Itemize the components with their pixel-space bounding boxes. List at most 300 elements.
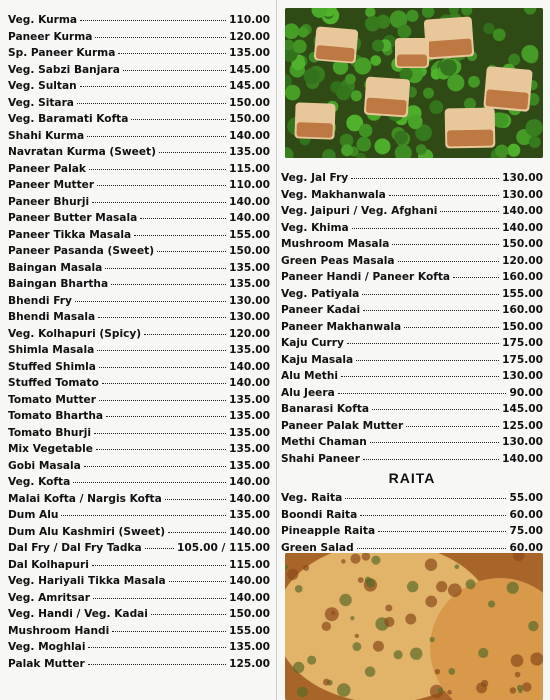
char-spot <box>481 680 488 687</box>
menu-item-row <box>281 269 543 286</box>
menu-item-name: Dal Fry / Dal Fry Tadka <box>8 542 142 554</box>
menu-item-name: Dum Alu <box>8 509 59 521</box>
menu-item-row <box>8 12 270 29</box>
menu-item-price: 130.00 <box>502 172 543 184</box>
menu-item-name: Stuffed Tomato <box>8 377 99 389</box>
menu-item-name: Paneer Butter Masala <box>8 212 138 224</box>
menu-item-price: 140.00 <box>229 525 270 538</box>
paneer-crust <box>447 130 493 147</box>
menu-item-row <box>8 128 270 145</box>
dot-leader <box>106 416 226 417</box>
dot-leader <box>372 409 499 410</box>
menu-item-name: Veg. Jaipuri / Veg. Afghani <box>281 205 438 217</box>
menu-item-price: 125.00 <box>502 419 543 432</box>
menu-item-price: 155.00 <box>229 624 270 637</box>
menu-item-name: Mushroom Handi <box>8 624 110 637</box>
pea <box>493 112 508 127</box>
menu-item-row <box>281 286 543 303</box>
pea <box>293 40 307 54</box>
menu-item-price: 140.00 <box>502 452 543 465</box>
pea <box>397 25 411 39</box>
menu-item-price: 130.00 <box>502 436 543 448</box>
char-spot <box>455 564 460 569</box>
pea <box>365 16 380 31</box>
menu-item-name: Veg. Raita <box>281 492 343 504</box>
dot-leader <box>112 631 226 632</box>
menu-item-price: 150.00 <box>502 238 543 250</box>
right-menu-list <box>281 170 543 467</box>
dot-leader <box>111 284 226 285</box>
menu-item-price: 130.00 <box>229 311 270 323</box>
menu-item-name: Green Peas Masala <box>281 254 395 267</box>
menu-item-name: Green Salad <box>281 541 354 554</box>
menu-item-name: Shahi Kurma <box>8 129 85 142</box>
dot-leader <box>98 317 226 318</box>
char-spot <box>293 662 304 673</box>
menu-item-price: 145.00 <box>229 80 270 92</box>
char-spot <box>511 654 524 667</box>
char-spot <box>438 688 443 693</box>
menu-item-name: Veg. Kurma <box>8 14 78 26</box>
menu-item-row <box>8 573 270 590</box>
char-spot <box>322 622 331 631</box>
menu-item-price: 155.00 <box>229 228 270 241</box>
dot-leader <box>360 515 506 516</box>
pea <box>370 55 381 66</box>
dot-leader <box>84 466 226 467</box>
char-spot <box>405 613 416 624</box>
dot-leader <box>140 218 226 219</box>
menu-item-price: 110.00 <box>229 14 270 26</box>
char-spot <box>366 578 375 587</box>
char-spot <box>488 600 495 607</box>
char-spot <box>515 672 521 678</box>
menu-item-price: 135.00 <box>229 261 270 274</box>
menu-item-name: Paneer Kadai <box>281 304 361 316</box>
menu-item-row <box>8 95 270 112</box>
menu-item-row <box>8 458 270 475</box>
menu-item-price: 135.00 <box>229 47 270 59</box>
char-spot <box>297 687 308 698</box>
menu-item-price: 105.00 / 115.00 <box>176 542 270 554</box>
menu-item-name: Paneer Kurma <box>8 30 93 43</box>
char-spot <box>295 585 303 593</box>
char-spot <box>448 583 462 597</box>
menu-item-row <box>8 359 270 376</box>
menu-item-row <box>8 491 270 508</box>
menu-item-price: 175.00 <box>502 337 543 349</box>
menu-item-name: Shimla Masala <box>8 344 95 356</box>
menu-item-price: 155.00 <box>502 287 543 300</box>
char-spot <box>530 652 543 665</box>
dot-leader <box>92 565 226 566</box>
menu-item-row <box>281 352 543 369</box>
dot-leader <box>77 103 226 104</box>
pea <box>447 74 464 91</box>
char-spot <box>323 679 330 686</box>
char-spot <box>430 637 435 642</box>
menu-item-row <box>8 210 270 227</box>
menu-item-row <box>281 220 543 237</box>
pea <box>529 136 541 148</box>
menu-item-row <box>281 490 543 507</box>
char-spot <box>350 616 354 620</box>
pea <box>507 144 520 157</box>
dot-leader <box>169 581 226 582</box>
char-spot <box>371 556 380 565</box>
char-spot <box>307 656 316 665</box>
dot-leader <box>96 449 226 450</box>
menu-item-name: Veg. Makhanwala <box>281 188 386 201</box>
menu-item-name: Stuffed Shimla <box>8 360 96 373</box>
menu-item-price: 135.00 <box>229 410 270 422</box>
menu-item-row <box>281 170 543 187</box>
menu-item-row <box>281 401 543 418</box>
menu-item-price: 110.00 <box>229 179 270 191</box>
menu-item-price: 140.00 <box>229 360 270 373</box>
dot-leader <box>389 195 499 196</box>
menu-item-name: Veg. Baramati Kofta <box>8 113 129 125</box>
dot-leader <box>345 498 506 499</box>
dot-leader <box>363 459 499 460</box>
dot-leader <box>362 294 499 295</box>
menu-item-price: 160.00 <box>502 304 543 316</box>
naan-bread-photo <box>285 553 543 700</box>
menu-item-name: Tomato Bhartha <box>8 410 104 422</box>
dot-leader <box>88 647 226 648</box>
char-spot <box>365 666 376 677</box>
menu-item-row <box>8 144 270 161</box>
dot-leader <box>370 442 499 443</box>
column-divider <box>276 0 277 700</box>
menu-item-row <box>8 623 270 640</box>
paneer-crust <box>427 38 472 57</box>
menu-item-price: 120.00 <box>502 254 543 267</box>
char-spot <box>394 650 403 659</box>
menu-left-column <box>8 0 270 672</box>
dot-leader <box>398 261 500 262</box>
menu-item-row <box>8 326 270 343</box>
pea <box>526 119 543 136</box>
char-spot <box>425 559 437 571</box>
menu-item-row <box>8 161 270 178</box>
menu-item-price: 150.00 <box>229 96 270 109</box>
menu-item-price: 140.00 <box>229 377 270 389</box>
pea <box>374 138 390 154</box>
pea <box>423 88 434 99</box>
char-spot <box>384 617 394 627</box>
menu-item-price: 115.00 <box>229 558 270 571</box>
menu-item-price: 135.00 <box>229 509 270 521</box>
menu-item-price: 140.00 <box>229 212 270 224</box>
menu-item-price: 90.00 <box>509 386 543 399</box>
pea <box>521 45 538 62</box>
char-spot <box>517 685 523 691</box>
menu-item-row <box>281 203 543 220</box>
pea <box>336 85 351 100</box>
menu-item-name: Veg. Amritsar <box>8 591 90 604</box>
menu-item-price: 135.00 <box>229 344 270 356</box>
char-spot <box>337 683 350 696</box>
menu-item-row <box>8 375 270 392</box>
char-spot <box>478 648 488 658</box>
menu-item-price: 140.00 <box>229 575 270 587</box>
char-spot <box>303 565 309 571</box>
menu-item-name: Paneer Mutter <box>8 179 95 191</box>
menu-item-row <box>8 243 270 260</box>
pea <box>372 40 384 52</box>
dot-leader <box>157 251 226 252</box>
menu-item-name: Paneer Palak <box>8 162 86 175</box>
menu-item-row <box>281 187 543 204</box>
paneer-crust <box>397 55 427 67</box>
menu-item-name: Kaju Masala <box>281 353 354 366</box>
menu-item-row <box>8 276 270 293</box>
pea <box>298 27 309 38</box>
menu-item-price: 140.00 <box>229 129 270 142</box>
char-spot <box>339 594 351 606</box>
dot-leader <box>93 598 226 599</box>
menu-item-name: Methi Chaman <box>281 436 367 448</box>
menu-item-row <box>8 111 270 128</box>
dot-leader <box>102 383 226 384</box>
menu-item-price: 140.00 <box>229 492 270 505</box>
dot-leader <box>80 20 226 21</box>
menu-item-name: Shahi Paneer <box>281 452 360 465</box>
menu-item-name: Sp. Paneer Kurma <box>8 47 116 59</box>
dot-leader <box>123 70 226 71</box>
menu-item-name: Baingan Bhartha <box>8 278 109 290</box>
char-spot <box>447 690 452 695</box>
raita-menu-list <box>281 490 543 556</box>
dot-leader <box>75 301 226 302</box>
dot-leader <box>406 426 499 427</box>
char-spot <box>522 682 532 692</box>
char-spot <box>355 634 359 638</box>
dot-leader <box>363 310 499 311</box>
menu-item-price: 140.00 <box>502 221 543 234</box>
menu-item-row <box>8 590 270 607</box>
pea <box>416 144 427 155</box>
menu-item-price: 130.00 <box>502 188 543 201</box>
dot-leader <box>61 515 226 516</box>
menu-item-price: 150.00 <box>229 113 270 125</box>
menu-item-name: Alu Methi <box>281 370 339 382</box>
dot-leader <box>404 327 499 328</box>
menu-item-row <box>8 557 270 574</box>
paneer-crust <box>296 122 332 138</box>
pea <box>351 90 362 101</box>
raita-section-title: RAITA <box>388 470 436 486</box>
menu-item-price: 135.00 <box>229 146 270 158</box>
pea <box>356 137 371 152</box>
dot-leader <box>151 614 226 615</box>
menu-item-price: 55.00 <box>509 492 543 504</box>
pea <box>406 10 418 22</box>
dot-leader <box>338 393 507 394</box>
menu-item-price: 135.00 <box>229 426 270 439</box>
dot-leader <box>352 228 499 229</box>
char-spot <box>373 641 384 652</box>
menu-item-name: Veg. Patiyala <box>281 287 360 300</box>
menu-item-name: Mushroom Masala <box>281 238 390 250</box>
menu-item-price: 130.00 <box>229 294 270 307</box>
char-spot <box>385 604 392 611</box>
menu-item-row <box>8 639 270 656</box>
pea <box>408 114 423 129</box>
pea <box>304 68 320 84</box>
menu-item-row <box>281 368 543 385</box>
menu-item-price: 60.00 <box>509 508 543 521</box>
menu-item-row <box>8 441 270 458</box>
menu-item-row <box>8 309 270 326</box>
dot-leader <box>87 136 226 137</box>
dot-leader <box>453 277 499 278</box>
menu-item-price: 145.00 <box>502 403 543 415</box>
char-spot <box>410 648 422 660</box>
dot-leader <box>95 37 226 38</box>
menu-item-name: Paneer Pasanda (Sweet) <box>8 245 155 257</box>
menu-item-name: Kaju Curry <box>281 337 344 349</box>
dot-leader <box>144 334 226 335</box>
menu-item-name: Veg. Sitara <box>8 96 74 109</box>
menu-item-row <box>8 260 270 277</box>
menu-item-row <box>281 335 543 352</box>
char-spot <box>358 577 364 583</box>
menu-item-name: Paneer Makhanwala <box>281 320 402 333</box>
menu-item-price: 150.00 <box>229 245 270 257</box>
paneer-crust <box>366 98 407 116</box>
left-menu-list <box>8 0 270 672</box>
menu-item-price: 175.00 <box>502 353 543 366</box>
menu-item-row <box>281 418 543 435</box>
pea <box>285 85 300 101</box>
menu-item-price: 60.00 <box>509 541 543 554</box>
menu-item-row <box>281 451 543 468</box>
dot-leader <box>99 367 226 368</box>
menu-item-row <box>8 507 270 524</box>
dot-leader <box>378 531 506 532</box>
menu-item-price: 135.00 <box>229 459 270 472</box>
char-spot <box>435 669 441 675</box>
dot-leader <box>99 400 226 401</box>
menu-item-name: Veg. Sultan <box>8 80 77 92</box>
menu-item-name: Veg. Sabzi Banjara <box>8 63 120 76</box>
char-spot <box>507 582 519 594</box>
menu-item-row <box>8 177 270 194</box>
menu-item-price: 130.00 <box>502 370 543 382</box>
menu-item-name: Palak Mutter <box>8 657 85 670</box>
dot-leader <box>165 499 226 500</box>
pea <box>354 57 371 74</box>
pea <box>495 144 508 157</box>
dot-leader <box>89 169 226 170</box>
dot-leader <box>97 185 226 186</box>
char-spot <box>287 569 298 580</box>
char-spot <box>350 553 360 563</box>
menu-item-row <box>8 45 270 62</box>
menu-item-price: 150.00 <box>229 608 270 620</box>
dot-leader <box>341 376 499 377</box>
dot-leader <box>351 178 499 179</box>
menu-item-price: 135.00 <box>229 393 270 406</box>
dot-leader <box>392 244 499 245</box>
dot-leader <box>88 664 226 665</box>
dot-leader <box>356 360 499 361</box>
menu-item-row <box>8 29 270 46</box>
menu-item-name: Bhendi Fry <box>8 294 72 307</box>
menu-item-name: Tomato Mutter <box>8 393 96 406</box>
menu-item-name: Veg. Jal Fry <box>281 172 349 184</box>
menu-item-name: Alu Jeera <box>281 386 335 399</box>
pea <box>394 131 408 145</box>
menu-item-row <box>8 78 270 95</box>
menu-item-price: 160.00 <box>502 271 543 283</box>
menu-item-row <box>8 606 270 623</box>
menu-item-price: 140.00 <box>229 195 270 208</box>
paneer-peas-photo <box>285 8 543 158</box>
dot-leader <box>118 53 226 54</box>
menu-item-price: 150.00 <box>502 320 543 333</box>
menu-item-row <box>8 62 270 79</box>
menu-item-price: 140.00 <box>229 476 270 488</box>
dot-leader <box>357 548 507 549</box>
menu-item-price: 120.00 <box>229 30 270 43</box>
menu-item-row <box>8 425 270 442</box>
menu-item-row <box>281 319 543 336</box>
pea <box>468 76 480 88</box>
menu-item-name: Bhendi Masala <box>8 311 96 323</box>
menu-item-row <box>8 540 270 557</box>
dot-leader <box>94 433 226 434</box>
pea <box>341 144 353 156</box>
menu-item-price: 135.00 <box>229 443 270 455</box>
char-spot <box>425 596 437 608</box>
char-spot <box>407 581 418 592</box>
menu-item-price: 135.00 <box>229 278 270 290</box>
menu-item-name: Malai Kofta / Nargis Kofta <box>8 492 162 505</box>
menu-item-name: Dum Alu Kashmiri (Sweet) <box>8 525 166 538</box>
menu-item-row <box>281 523 543 540</box>
menu-item-row <box>8 293 270 310</box>
menu-item-name: Paneer Tikka Masala <box>8 228 132 241</box>
menu-item-row <box>281 236 543 253</box>
menu-item-name: Veg. Hariyali Tikka Masala <box>8 575 166 587</box>
char-spot <box>352 642 361 651</box>
char-spot <box>466 579 476 589</box>
menu-item-name: Paneer Handi / Paneer Kofta <box>281 271 451 283</box>
menu-item-price: 140.00 <box>502 205 543 217</box>
menu-item-row <box>8 656 270 673</box>
menu-item-price: 135.00 <box>229 641 270 653</box>
dot-leader <box>97 350 226 351</box>
menu-item-name: Pineapple Raita <box>281 525 376 537</box>
menu-item-row <box>281 253 543 270</box>
menu-item-price: 145.00 <box>229 63 270 76</box>
char-spot <box>436 581 447 592</box>
menu-item-price: 75.00 <box>509 525 543 537</box>
menu-item-price: 115.00 <box>229 162 270 175</box>
dot-leader <box>73 482 226 483</box>
menu-item-row <box>8 342 270 359</box>
menu-item-price: 120.00 <box>229 327 270 340</box>
dot-leader <box>347 343 499 344</box>
menu-item-name: Veg. Handi / Veg. Kadai <box>8 608 148 620</box>
menu-item-price: 125.00 <box>229 657 270 670</box>
menu-item-name: Veg. Kolhapuri (Spicy) <box>8 327 142 340</box>
dot-leader <box>168 532 226 533</box>
pea <box>429 100 443 114</box>
